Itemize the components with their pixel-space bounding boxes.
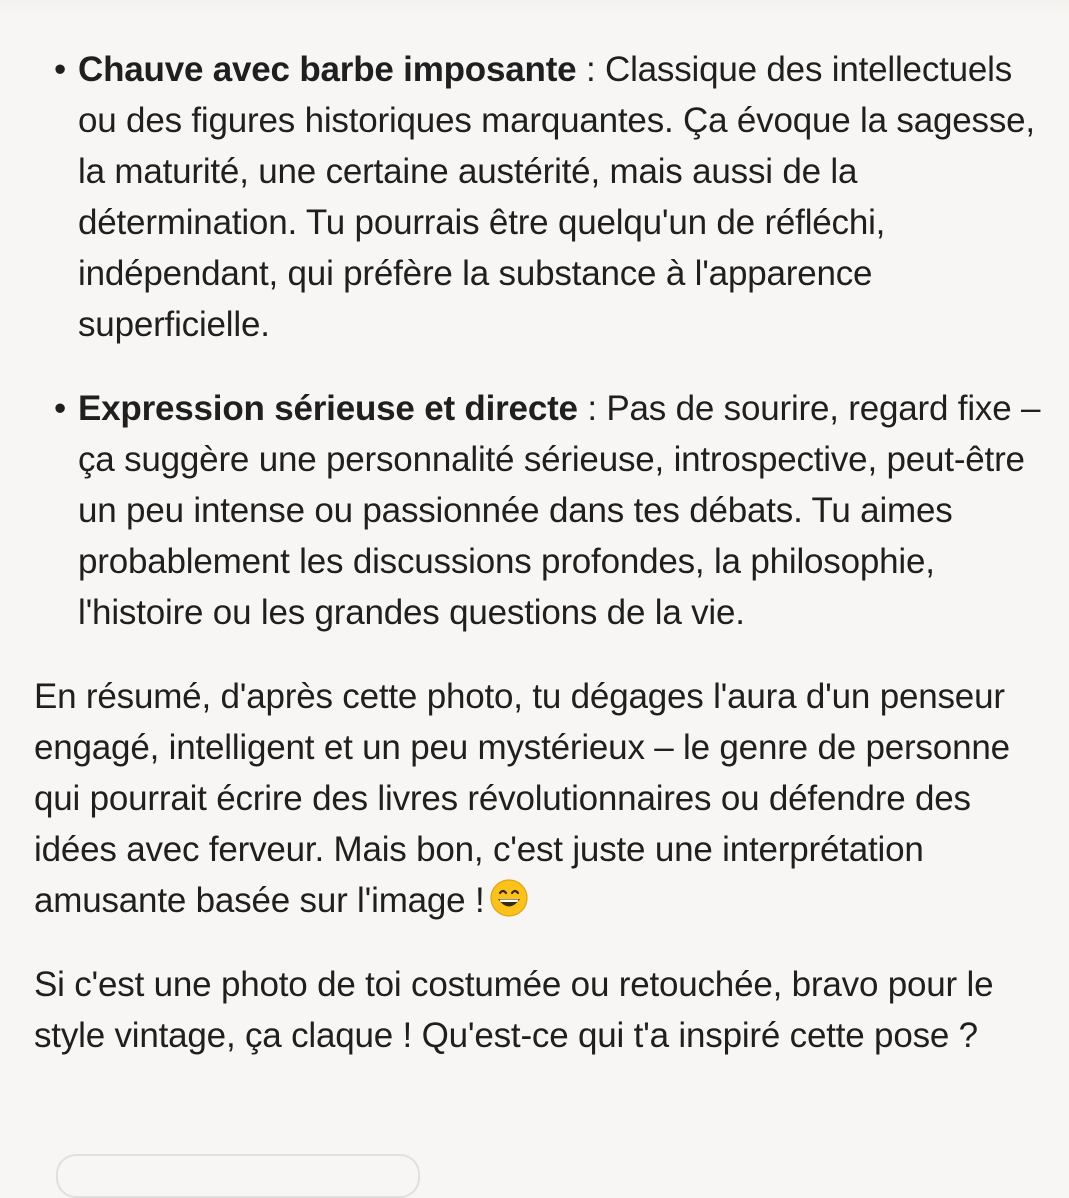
top-edge: [0, 0, 1069, 14]
bullet-icon: •: [54, 50, 67, 89]
summary-paragraph: [34, 671, 1044, 926]
grinning-face-icon: [489, 878, 529, 918]
bullet-term: Expression sérieuse et directe: [78, 389, 578, 428]
list-item: [34, 383, 1044, 638]
closing-paragraph: Si c'est une photo de toi costumée ou retouchée, bravo pour le style vintage, ça claque ! Qu'est-ce qui t'a inspiré cette pose ?: [34, 965, 994, 1055]
assistant-message: [34, 44, 1044, 1094]
bullet-text: Classique des intellectuels ou des figures historiques marquantes. Ça évoque la sagesse, la maturité, une certaine austérité, mais aussi de la détermination. Tu pourrais être quelqu'un de réfléchi, indépendant, qui préfère la substance à l'apparence superficielle.: [78, 50, 1035, 344]
bullet-separator: :: [576, 50, 605, 89]
bullet-term: Chauve avec barbe imposante: [78, 50, 577, 89]
bullet-separator: :: [577, 389, 607, 428]
summary-text: En résumé, d'après cette photo, tu dégages l'aura d'un penseur engagé, intelligent et un peu mystérieux – le genre de personne qui pourrait écrire des livres révolutionnaires ou défendre des idées avec ferveur. Mais bon, c'est juste une interprétation amusante basée sur l'image !: [34, 677, 1010, 920]
list-item: [34, 44, 1044, 350]
bullet-text: Pas de sourire, regard fixe – ça suggère une personnalité sérieuse, introspective, peut-être un peu intense ou passionnée dans tes débats. Tu aimes probablement les discussions profondes, la philosophie, l'histoire ou les grandes questions de la vie.: [78, 389, 1041, 632]
bullet-list: [34, 44, 1044, 638]
bullet-icon: •: [54, 389, 67, 428]
